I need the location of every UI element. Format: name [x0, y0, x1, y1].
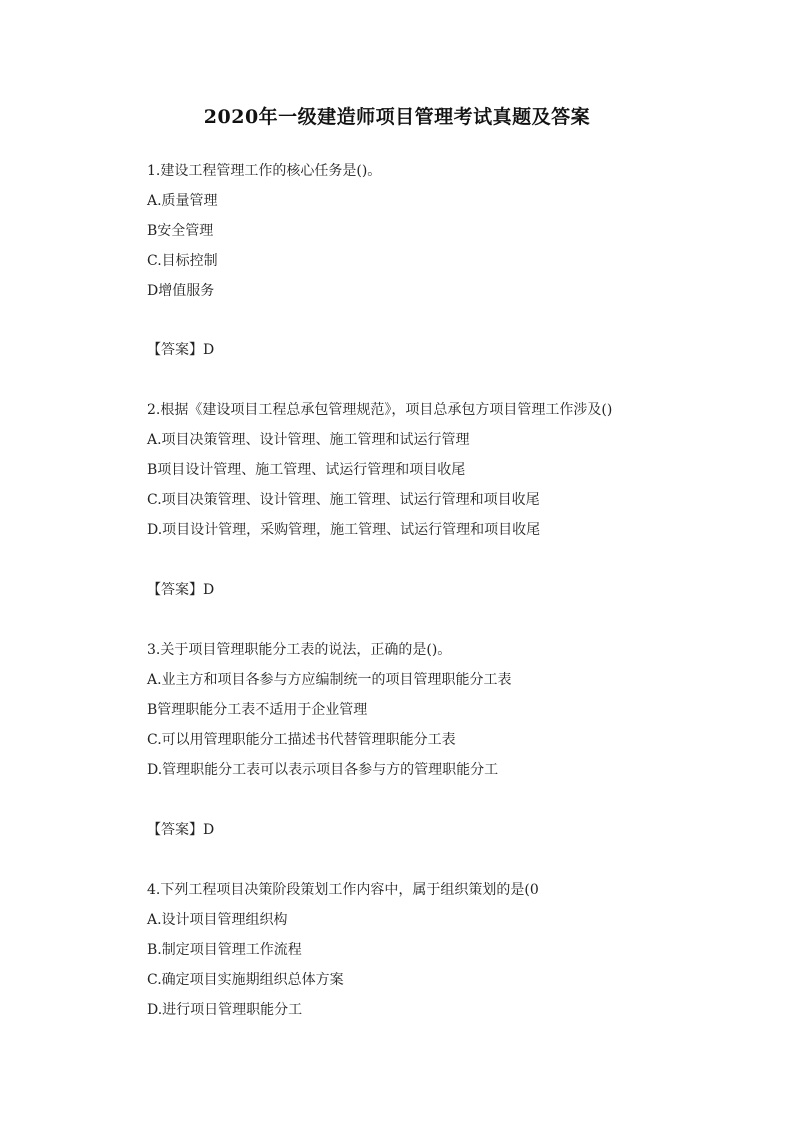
question-4-option-d: D.进行项日管理职能分工	[147, 1002, 303, 1018]
question-4-option-c: C.确定项目实施期组织总体方案	[147, 972, 344, 988]
question-1-stem: 1.建设工程管理工作的核心任务是()。	[147, 163, 382, 179]
question-2-answer: 【答案】D	[147, 582, 215, 598]
question-4-stem: 4.下列工程项目决策阶段策划工作内容中，属于组织策划的是(0	[147, 882, 539, 898]
question-2-option-d: D.项目设计管理，采购管理，施工管理、试运行管理和项目收尾	[147, 522, 541, 538]
question-1-option-d: D增值服务	[147, 283, 215, 299]
question-1-option-a: A.质量管理	[147, 193, 218, 209]
question-2-stem: 2.根据《建设项目工程总承包管理规范》，项目总承包方项目管理工作涉及()	[147, 402, 613, 418]
document-title: 2020年一级建造师项目管理考试真题及答案	[203, 106, 591, 128]
question-3-answer: 【答案】D	[147, 822, 215, 838]
question-2-option-a: A.项目决策管理、设计管理、施工管理和试运行管理	[147, 432, 470, 448]
question-1-answer: 【答案】D	[147, 342, 215, 358]
question-3-option-d: D.管理职能分工表可以表示项目各参与方的管理职能分工	[147, 762, 499, 778]
question-3-option-b: B管理职能分工表不适用于企业管理	[147, 702, 368, 718]
question-3-option-a: A.业主方和项目各参与方应编制统一的项目管理职能分工表	[147, 672, 512, 688]
question-2-option-b: B项目设计管理、施工管理、试运行管理和项目收尾	[147, 462, 466, 478]
question-4-option-b: B.制定项目管理工作流程	[147, 942, 302, 958]
question-3-stem: 3.关于项目管理职能分工表的说法，正确的是()。	[147, 642, 452, 658]
question-2-option-c: C.项目决策管理、设计管理、施工管理、试运行管理和项目收尾	[147, 492, 540, 508]
question-3-option-c: C.可以用管理职能分工描述书代替管理职能分工表	[147, 732, 456, 748]
question-1-option-c: C.目标控制	[147, 253, 218, 269]
question-1-option-b: B安全管理	[147, 223, 214, 239]
question-4-option-a: A.设计项目管理组织构	[147, 912, 288, 928]
